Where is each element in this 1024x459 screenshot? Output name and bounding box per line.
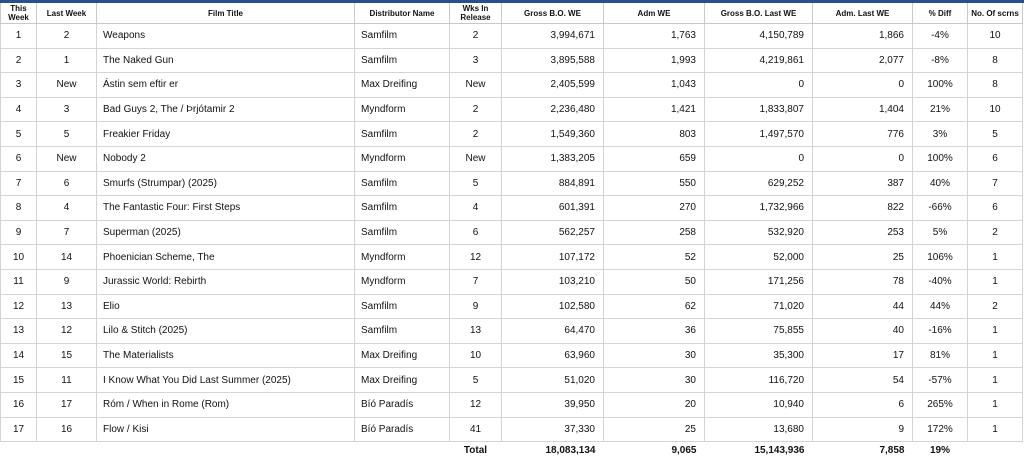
cell-last-week: 11 — [37, 368, 97, 393]
cell-film-title: The Materialists — [97, 343, 355, 368]
cell-pct-diff: -57% — [913, 368, 968, 393]
cell-screens: 7 — [968, 171, 1023, 196]
table-row[interactable] — [1, 122, 1023, 147]
col-header-distributor[interactable]: Distributor Name — [355, 3, 450, 24]
cell-distributor: Myndform — [355, 97, 450, 122]
cell-adm-last: 776 — [813, 122, 913, 147]
cell-this-week: 8 — [1, 196, 37, 221]
cell-pct-diff: 81% — [913, 343, 968, 368]
table-row[interactable] — [1, 171, 1023, 196]
cell-this-week: 16 — [1, 392, 37, 417]
table-row[interactable] — [1, 245, 1023, 270]
cell-weeks: 13 — [450, 319, 502, 344]
cell-adm: 803 — [604, 122, 705, 147]
cell-adm: 25 — [604, 417, 705, 442]
cell-adm-last: 0 — [813, 146, 913, 171]
table-row[interactable] — [1, 48, 1023, 73]
cell-gross-last: 0 — [705, 73, 813, 98]
cell-gross: 3,994,671 — [502, 24, 604, 49]
table-row[interactable] — [1, 24, 1023, 49]
cell-pct-diff: 21% — [913, 97, 968, 122]
cell-this-week: 6 — [1, 146, 37, 171]
cell-gross: 2,405,599 — [502, 73, 604, 98]
cell-this-week: 17 — [1, 417, 37, 442]
cell-adm: 36 — [604, 319, 705, 344]
cell-pct-diff: 172% — [913, 417, 968, 442]
cell-last-week: 13 — [37, 294, 97, 319]
cell-this-week: 13 — [1, 319, 37, 344]
cell-pct-diff: 100% — [913, 146, 968, 171]
cell-gross-last: 1,833,807 — [705, 97, 813, 122]
cell-adm-last: 387 — [813, 171, 913, 196]
cell-distributor: Samfilm — [355, 24, 450, 49]
cell-adm-last: 9 — [813, 417, 913, 442]
cell-weeks: New — [450, 73, 502, 98]
table-row[interactable] — [1, 196, 1023, 221]
cell-weeks: New — [450, 146, 502, 171]
table-row[interactable] — [1, 417, 1023, 442]
col-header-adm[interactable]: Adm WE — [604, 3, 705, 24]
cell-distributor: Samfilm — [355, 122, 450, 147]
cell-this-week: 4 — [1, 97, 37, 122]
cell-adm: 50 — [604, 269, 705, 294]
cell-gross-last: 10,940 — [705, 392, 813, 417]
cell-film-title: The Fantastic Four: First Steps — [97, 196, 355, 221]
cell-gross-last: 4,219,861 — [705, 48, 813, 73]
cell-screens: 8 — [968, 73, 1023, 98]
cell-weeks: 4 — [450, 196, 502, 221]
cell-adm: 62 — [604, 294, 705, 319]
cell-last-week: New — [37, 73, 97, 98]
cell-last-week: 2 — [37, 24, 97, 49]
cell-this-week: 5 — [1, 122, 37, 147]
cell-last-week: 3 — [37, 97, 97, 122]
cell-weeks: 2 — [450, 97, 502, 122]
cell-pct-diff: -66% — [913, 196, 968, 221]
cell-gross-last: 52,000 — [705, 245, 813, 270]
cell-gross: 884,891 — [502, 171, 604, 196]
cell-pct-diff: -16% — [913, 319, 968, 344]
cell-pct-diff: 5% — [913, 220, 968, 245]
cell-screens: 10 — [968, 24, 1023, 49]
cell-gross: 63,960 — [502, 343, 604, 368]
cell-last-week: 15 — [37, 343, 97, 368]
cell-gross-last: 1,732,966 — [705, 196, 813, 221]
cell-gross-last: 35,300 — [705, 343, 813, 368]
cell-film-title: Jurassic World: Rebirth — [97, 269, 355, 294]
total-pct-diff: 19% — [929, 444, 950, 456]
cell-weeks: 12 — [450, 245, 502, 270]
cell-adm-last: 2,077 — [813, 48, 913, 73]
cell-adm-last: 822 — [813, 196, 913, 221]
cell-gross: 601,391 — [502, 196, 604, 221]
cell-last-week: 16 — [37, 417, 97, 442]
cell-gross-last: 171,256 — [705, 269, 813, 294]
cell-weeks: 2 — [450, 24, 502, 49]
cell-gross: 51,020 — [502, 368, 604, 393]
cell-this-week: 1 — [1, 24, 37, 49]
cell-screens: 2 — [968, 294, 1023, 319]
cell-last-week: 6 — [37, 171, 97, 196]
cell-film-title: Róm / When in Rome (Rom) — [97, 392, 355, 417]
cell-distributor: Bíó Paradís — [355, 417, 450, 442]
cell-pct-diff: 44% — [913, 294, 968, 319]
table-row[interactable] — [1, 368, 1023, 393]
cell-screens: 1 — [968, 417, 1023, 442]
cell-distributor: Max Dreifing — [355, 343, 450, 368]
cell-pct-diff: -40% — [913, 269, 968, 294]
cell-last-week: New — [37, 146, 97, 171]
cell-adm: 20 — [604, 392, 705, 417]
cell-weeks: 12 — [450, 392, 502, 417]
cell-this-week: 3 — [1, 73, 37, 98]
cell-weeks: 7 — [450, 269, 502, 294]
cell-adm-last: 1,866 — [813, 24, 913, 49]
cell-gross-last: 4,150,789 — [705, 24, 813, 49]
header-row — [1, 3, 1023, 24]
col-header-film-title[interactable]: Film Title — [97, 3, 355, 24]
cell-film-title: I Know What You Did Last Summer (2025) — [97, 368, 355, 393]
cell-this-week: 9 — [1, 220, 37, 245]
cell-weeks: 5 — [450, 171, 502, 196]
cell-distributor: Samfilm — [355, 220, 450, 245]
cell-gross: 2,236,480 — [502, 97, 604, 122]
cell-adm-last: 253 — [813, 220, 913, 245]
cell-distributor: Myndform — [355, 146, 450, 171]
table-row[interactable] — [1, 392, 1023, 417]
cell-film-title: Smurfs (Strumpar) (2025) — [97, 171, 355, 196]
cell-last-week: 7 — [37, 220, 97, 245]
cell-this-week: 14 — [1, 343, 37, 368]
cell-gross: 64,470 — [502, 319, 604, 344]
cell-screens: 6 — [968, 146, 1023, 171]
cell-adm: 550 — [604, 171, 705, 196]
cell-adm: 659 — [604, 146, 705, 171]
cell-screens: 1 — [968, 245, 1023, 270]
cell-gross: 1,549,360 — [502, 122, 604, 147]
cell-distributor: Myndform — [355, 245, 450, 270]
cell-distributor: Max Dreifing — [355, 368, 450, 393]
cell-gross-last: 13,680 — [705, 417, 813, 442]
col-header-this-week[interactable]: This Week — [1, 3, 37, 24]
cell-last-week: 14 — [37, 245, 97, 270]
cell-this-week: 11 — [1, 269, 37, 294]
cell-pct-diff: 100% — [913, 73, 968, 98]
cell-weeks: 41 — [450, 417, 502, 442]
table-row[interactable] — [1, 319, 1023, 344]
cell-distributor: Samfilm — [355, 48, 450, 73]
cell-gross: 3,895,588 — [502, 48, 604, 73]
cell-distributor: Myndform — [355, 269, 450, 294]
cell-gross-last: 629,252 — [705, 171, 813, 196]
cell-film-title: Ástin sem eftir er — [97, 73, 355, 98]
cell-screens: 5 — [968, 122, 1023, 147]
cell-film-title: Nobody 2 — [97, 146, 355, 171]
total-row — [1, 442, 1023, 459]
cell-screens: 1 — [968, 368, 1023, 393]
cell-adm-last: 54 — [813, 368, 913, 393]
col-header-gross-last[interactable]: Gross B.O. Last WE — [705, 3, 813, 24]
cell-adm: 1,043 — [604, 73, 705, 98]
cell-adm-last: 44 — [813, 294, 913, 319]
cell-this-week: 7 — [1, 171, 37, 196]
cell-gross: 1,383,205 — [502, 146, 604, 171]
table-row[interactable] — [1, 220, 1023, 245]
cell-gross-last: 75,855 — [705, 319, 813, 344]
cell-distributor: Samfilm — [355, 171, 450, 196]
total-gross: 18,083,134 — [545, 444, 596, 456]
cell-adm: 1,421 — [604, 97, 705, 122]
cell-screens: 1 — [968, 392, 1023, 417]
cell-adm-last: 40 — [813, 319, 913, 344]
cell-adm-last: 25 — [813, 245, 913, 270]
cell-last-week: 17 — [37, 392, 97, 417]
table-row[interactable] — [1, 269, 1023, 294]
col-header-gross[interactable]: Gross B.O. WE — [502, 3, 604, 24]
cell-weeks: 5 — [450, 368, 502, 393]
cell-adm: 258 — [604, 220, 705, 245]
cell-adm: 30 — [604, 368, 705, 393]
cell-gross: 562,257 — [502, 220, 604, 245]
cell-weeks: 6 — [450, 220, 502, 245]
total-label: Total — [463, 444, 488, 456]
table-row[interactable] — [1, 294, 1023, 319]
cell-pct-diff: 106% — [913, 245, 968, 270]
cell-adm: 270 — [604, 196, 705, 221]
cell-last-week: 12 — [37, 319, 97, 344]
cell-last-week: 4 — [37, 196, 97, 221]
col-header-screens[interactable]: No. Of scrns — [968, 3, 1023, 24]
cell-gross-last: 71,020 — [705, 294, 813, 319]
cell-pct-diff: 265% — [913, 392, 968, 417]
cell-distributor: Max Dreifing — [355, 73, 450, 98]
total-gross-last: 15,143,936 — [754, 444, 805, 456]
cell-screens: 1 — [968, 319, 1023, 344]
cell-gross: 102,580 — [502, 294, 604, 319]
col-header-adm-last[interactable]: Adm. Last WE — [813, 3, 913, 24]
cell-gross-last: 0 — [705, 146, 813, 171]
cell-this-week: 15 — [1, 368, 37, 393]
table-row[interactable] — [1, 146, 1023, 171]
cell-pct-diff: -4% — [913, 24, 968, 49]
cell-gross-last: 532,920 — [705, 220, 813, 245]
cell-adm: 52 — [604, 245, 705, 270]
table-row[interactable] — [1, 97, 1023, 122]
table-row[interactable] — [1, 73, 1023, 98]
cell-adm: 1,993 — [604, 48, 705, 73]
cell-weeks: 3 — [450, 48, 502, 73]
cell-weeks: 2 — [450, 122, 502, 147]
cell-gross: 39,950 — [502, 392, 604, 417]
cell-screens: 1 — [968, 269, 1023, 294]
col-header-weeks[interactable]: Wks In Release — [450, 3, 502, 24]
cell-screens: 10 — [968, 97, 1023, 122]
total-adm: 9,065 — [671, 444, 697, 456]
cell-screens: 8 — [968, 48, 1023, 73]
cell-film-title: Lilo & Stitch (2025) — [97, 319, 355, 344]
cell-this-week: 10 — [1, 245, 37, 270]
cell-last-week: 9 — [37, 269, 97, 294]
cell-this-week: 2 — [1, 48, 37, 73]
cell-gross-last: 116,720 — [705, 368, 813, 393]
cell-adm-last: 78 — [813, 269, 913, 294]
cell-film-title: Bad Guys 2, The / Þrjótamir 2 — [97, 97, 355, 122]
cell-last-week: 1 — [37, 48, 97, 73]
cell-this-week: 12 — [1, 294, 37, 319]
cell-pct-diff: 40% — [913, 171, 968, 196]
cell-gross-last: 1,497,570 — [705, 122, 813, 147]
cell-film-title: Elio — [97, 294, 355, 319]
cell-film-title: Freakier Friday — [97, 122, 355, 147]
cell-last-week: 5 — [37, 122, 97, 147]
cell-gross: 103,210 — [502, 269, 604, 294]
cell-distributor: Bíó Paradís — [355, 392, 450, 417]
cell-gross: 107,172 — [502, 245, 604, 270]
cell-film-title: Flow / Kisi — [97, 417, 355, 442]
table-row[interactable] — [1, 343, 1023, 368]
total-adm-last: 7,858 — [879, 444, 905, 456]
cell-adm: 30 — [604, 343, 705, 368]
cell-adm-last: 1,404 — [813, 97, 913, 122]
cell-adm-last: 0 — [813, 73, 913, 98]
cell-pct-diff: -8% — [913, 48, 968, 73]
cell-adm: 1,763 — [604, 24, 705, 49]
cell-weeks: 10 — [450, 343, 502, 368]
cell-film-title: Phoenician Scheme, The — [97, 245, 355, 270]
cell-gross: 37,330 — [502, 417, 604, 442]
col-header-last-week[interactable]: Last Week — [37, 3, 97, 24]
cell-screens: 6 — [968, 196, 1023, 221]
cell-pct-diff: 3% — [913, 122, 968, 147]
cell-distributor: Samfilm — [355, 319, 450, 344]
col-header-pct-diff[interactable]: % Diff — [913, 3, 968, 24]
box-office-table — [0, 3, 1023, 458]
cell-screens: 1 — [968, 343, 1023, 368]
cell-adm-last: 17 — [813, 343, 913, 368]
cell-screens: 2 — [968, 220, 1023, 245]
cell-film-title: Weapons — [97, 24, 355, 49]
cell-weeks: 9 — [450, 294, 502, 319]
cell-distributor: Samfilm — [355, 294, 450, 319]
cell-adm-last: 6 — [813, 392, 913, 417]
cell-film-title: Superman (2025) — [97, 220, 355, 245]
cell-distributor: Samfilm — [355, 196, 450, 221]
cell-film-title: The Naked Gun — [97, 48, 355, 73]
